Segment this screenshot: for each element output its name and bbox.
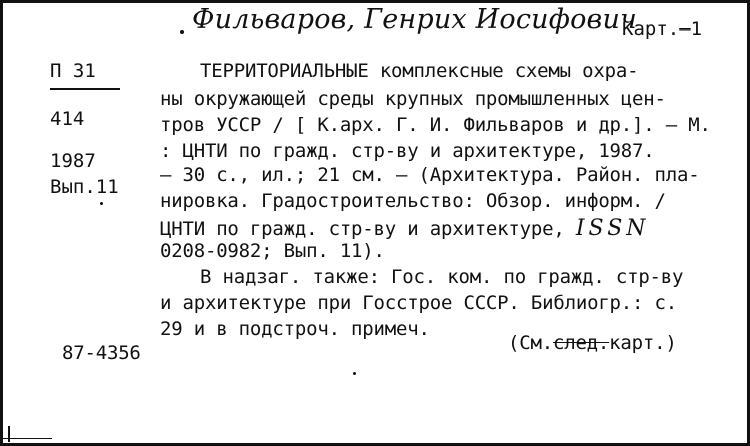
ink-dot — [180, 30, 184, 34]
issn-label-handwritten: ISSN — [575, 216, 650, 241]
card-border-left — [0, 0, 3, 446]
see-next-open: (См. — [508, 332, 553, 354]
entry-line-7-text: ЦНТИ по гражд. стр-ву и архитектуре, — [160, 218, 565, 240]
card-label: Карт. — [622, 18, 680, 40]
entry-line-6: нировка. Градостроительство: Обзор. информ. / — [160, 190, 666, 212]
see-next-struck: след. — [552, 332, 610, 354]
note-line-2: и архитектуре при Госстрое СССР. Библиогр.: с. — [160, 292, 677, 314]
entry-line-4: : ЦНТИ по гражд. стр-ву и архитектуре, 1987. — [160, 140, 655, 162]
call-number-divider — [50, 88, 120, 90]
card-number: 1 — [690, 18, 703, 40]
card-number-label — [622, 18, 702, 40]
handwritten-author-name: Фильваров, Генрих Иосифович — [192, 4, 638, 35]
card-number-struck-dash: — — [679, 18, 691, 40]
entry-line-5: – 30 с., ил.; 21 см. – (Архитектура. Район. пла- — [160, 164, 700, 186]
ink-dot — [100, 202, 103, 205]
see-next-close: карт.) — [609, 332, 677, 354]
entry-line-2: ны окружающей среды крупных промышленных цен- — [160, 88, 666, 110]
call-number-number: 414 — [50, 108, 85, 130]
note-line-1: В надзаг. также: Гос. ком. по гражд. стр-ву — [200, 266, 684, 288]
see-next-card-note — [508, 332, 677, 354]
entry-line-8: 0208-0982; Вып. 11). — [160, 240, 385, 262]
card-border-top — [0, 0, 750, 3]
call-number-year: 1987 — [50, 150, 96, 172]
card-hole-mark — [8, 426, 10, 442]
card-edge-line — [2, 438, 52, 439]
entry-line-3: тров УССР / [ К.арх. Г. И. Фильваров и др.]. – М. — [160, 114, 711, 136]
call-number-issue: Вып.11 — [50, 176, 119, 198]
entry-line-7 — [160, 216, 650, 241]
ink-dot — [353, 372, 356, 375]
entry-line-1: ТЕРРИТОРИАЛЬНЫЕ комплексные схемы охра- — [200, 60, 639, 82]
note-line-3: 29 и в подстроч. примеч. — [160, 318, 430, 340]
accession-number: 87-4356 — [62, 342, 141, 364]
call-number-shelf: П 31 — [50, 60, 96, 82]
